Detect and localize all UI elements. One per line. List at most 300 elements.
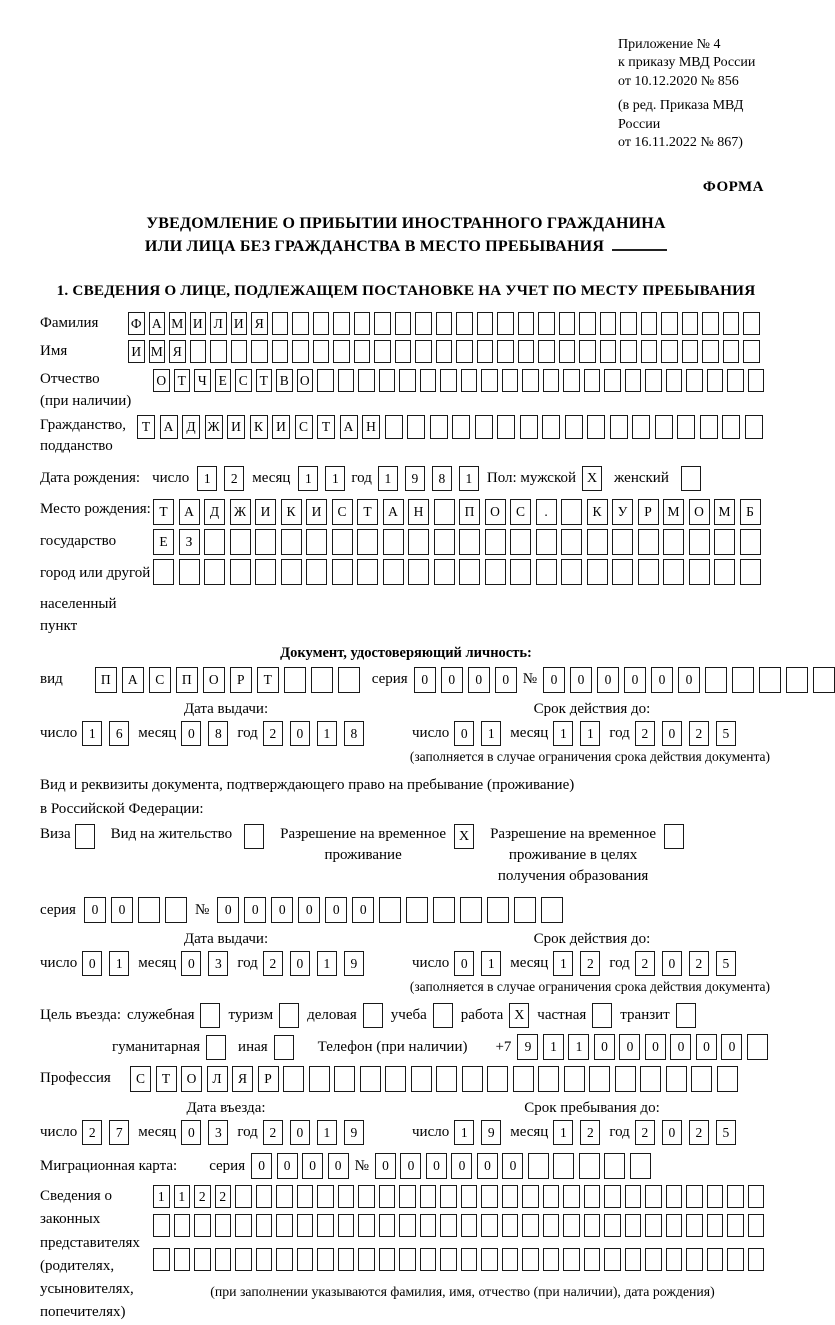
char-cell[interactable] (641, 312, 658, 335)
char-cell[interactable] (317, 369, 334, 392)
char-cell[interactable] (408, 529, 429, 555)
char-cell[interactable] (632, 415, 650, 439)
char-cell[interactable]: 5 (716, 1120, 736, 1145)
char-cell[interactable] (204, 529, 225, 555)
char-cell[interactable]: Д (204, 499, 225, 525)
char-cell[interactable] (587, 529, 608, 555)
char-cell[interactable]: М (714, 499, 735, 525)
char-cell[interactable] (518, 312, 535, 335)
char-cell[interactable]: Р (230, 667, 252, 693)
char-cell[interactable] (579, 312, 596, 335)
char-cell[interactable] (604, 1185, 621, 1208)
char-cell[interactable] (561, 559, 582, 585)
char-cell[interactable] (284, 667, 306, 693)
char-cell[interactable] (707, 369, 724, 392)
char-cell[interactable] (561, 499, 582, 525)
char-cell[interactable]: Я (251, 312, 268, 335)
char-cell[interactable] (399, 1248, 416, 1271)
char-cell[interactable] (743, 340, 760, 363)
char-cell[interactable]: 0 (400, 1153, 421, 1179)
char-cell[interactable]: М (149, 340, 166, 363)
char-cell[interactable] (604, 1153, 625, 1179)
char-cell[interactable] (536, 529, 557, 555)
char-cell[interactable] (281, 529, 302, 555)
char-cell[interactable] (420, 1185, 437, 1208)
char-cell[interactable]: 2 (635, 721, 655, 746)
char-cell[interactable] (564, 1066, 585, 1092)
char-cell[interactable]: 0 (624, 667, 646, 693)
char-cell[interactable] (357, 559, 378, 585)
char-cell[interactable]: 8 (344, 721, 364, 746)
char-cell[interactable]: О (297, 369, 314, 392)
char-cell[interactable] (165, 897, 187, 923)
char-cell[interactable] (748, 1185, 765, 1208)
char-cell[interactable] (436, 340, 453, 363)
char-cell[interactable] (727, 1185, 744, 1208)
char-cell[interactable] (306, 529, 327, 555)
char-cell[interactable] (440, 1214, 457, 1237)
char-cell[interactable] (215, 1248, 232, 1271)
char-cell[interactable]: 2 (82, 1120, 102, 1145)
char-cell[interactable] (235, 1185, 252, 1208)
char-cell[interactable] (536, 559, 557, 585)
char-cell[interactable] (440, 1185, 457, 1208)
char-cell[interactable] (231, 340, 248, 363)
char-cell[interactable] (481, 369, 498, 392)
char-cell[interactable]: 2 (635, 951, 655, 976)
char-cell[interactable] (543, 1185, 560, 1208)
char-cell[interactable] (691, 1066, 712, 1092)
char-cell[interactable]: А (179, 499, 200, 525)
char-cell[interactable] (638, 559, 659, 585)
char-cell[interactable]: 0 (645, 1034, 666, 1060)
char-cell[interactable]: С (149, 667, 171, 693)
char-cell[interactable] (297, 1185, 314, 1208)
char-cell[interactable] (686, 369, 703, 392)
char-cell[interactable]: 0 (84, 897, 106, 923)
char-cell[interactable]: 1 (82, 721, 102, 746)
char-cell[interactable]: 0 (290, 951, 310, 976)
char-cell[interactable] (707, 1185, 724, 1208)
char-cell[interactable] (411, 1066, 432, 1092)
char-cell[interactable] (620, 340, 637, 363)
char-cell[interactable] (666, 1066, 687, 1092)
char-cell[interactable]: О (485, 499, 506, 525)
char-cell[interactable] (210, 340, 227, 363)
char-cell[interactable] (255, 529, 276, 555)
char-cell[interactable] (317, 1214, 334, 1237)
char-cell[interactable] (502, 369, 519, 392)
char-cell[interactable] (358, 1185, 375, 1208)
char-cell[interactable] (538, 1066, 559, 1092)
char-cell[interactable] (407, 415, 425, 439)
char-cell[interactable] (702, 312, 719, 335)
char-cell[interactable] (481, 1185, 498, 1208)
char-cell[interactable]: А (122, 667, 144, 693)
char-cell[interactable] (589, 1066, 610, 1092)
char-cell[interactable] (522, 1248, 539, 1271)
char-cell[interactable] (717, 1066, 738, 1092)
char-cell[interactable]: 1 (553, 1120, 573, 1145)
char-cell[interactable]: 1 (317, 721, 337, 746)
char-cell[interactable] (625, 1185, 642, 1208)
char-cell[interactable]: Т (256, 369, 273, 392)
char-cell[interactable]: 2 (215, 1185, 232, 1208)
char-cell[interactable]: 2 (689, 1120, 709, 1145)
char-cell[interactable] (461, 1214, 478, 1237)
char-cell[interactable]: 1 (580, 721, 600, 746)
char-cell[interactable] (338, 667, 360, 693)
char-cell[interactable]: Я (169, 340, 186, 363)
char-cell[interactable] (174, 1214, 191, 1237)
char-cell[interactable] (406, 897, 428, 923)
char-cell[interactable] (579, 340, 596, 363)
char-cell[interactable]: 1 (378, 466, 398, 491)
char-cell[interactable] (297, 1248, 314, 1271)
char-cell[interactable] (358, 1214, 375, 1237)
char-cell[interactable]: Т (174, 369, 191, 392)
char-cell[interactable] (385, 1066, 406, 1092)
char-cell[interactable] (514, 897, 536, 923)
char-cell[interactable] (379, 1248, 396, 1271)
char-cell[interactable] (610, 415, 628, 439)
char-cell[interactable] (625, 369, 642, 392)
char-cell[interactable]: К (250, 415, 268, 439)
char-cell[interactable] (686, 1214, 703, 1237)
char-cell[interactable]: 0 (325, 897, 347, 923)
char-cell[interactable] (522, 369, 539, 392)
char-cell[interactable] (434, 559, 455, 585)
char-cell[interactable] (707, 1214, 724, 1237)
char-cell[interactable] (276, 1248, 293, 1271)
char-cell[interactable] (587, 415, 605, 439)
char-cell[interactable] (333, 312, 350, 335)
char-cell[interactable]: Ф (128, 312, 145, 335)
char-cell[interactable] (459, 559, 480, 585)
char-cell[interactable]: Т (156, 1066, 177, 1092)
char-cell[interactable] (420, 1214, 437, 1237)
char-cell[interactable] (332, 559, 353, 585)
char-cell[interactable] (732, 667, 754, 693)
char-cell[interactable]: 0 (426, 1153, 447, 1179)
char-cell[interactable] (510, 529, 531, 555)
char-cell[interactable]: А (340, 415, 358, 439)
char-cell[interactable] (759, 667, 781, 693)
char-cell[interactable]: П (176, 667, 198, 693)
char-cell[interactable] (663, 559, 684, 585)
char-cell[interactable] (682, 340, 699, 363)
char-cell[interactable] (420, 1248, 437, 1271)
char-cell[interactable]: 0 (502, 1153, 523, 1179)
purpose-tranzit-checkbox[interactable] (676, 1003, 696, 1028)
char-cell[interactable]: 0 (251, 1153, 272, 1179)
char-cell[interactable]: 2 (580, 951, 600, 976)
char-cell[interactable] (604, 1214, 621, 1237)
char-cell[interactable]: 0 (111, 897, 133, 923)
char-cell[interactable] (502, 1248, 519, 1271)
sex-female-checkbox[interactable] (681, 466, 701, 491)
char-cell[interactable]: 1 (568, 1034, 589, 1060)
char-cell[interactable] (360, 1066, 381, 1092)
char-cell[interactable]: Н (362, 415, 380, 439)
char-cell[interactable] (645, 1214, 662, 1237)
char-cell[interactable]: 0 (619, 1034, 640, 1060)
char-cell[interactable] (190, 340, 207, 363)
purpose-ucheba-checkbox[interactable] (433, 1003, 453, 1028)
char-cell[interactable]: Р (258, 1066, 279, 1092)
char-cell[interactable]: 0 (217, 897, 239, 923)
temp-residence-education-checkbox[interactable] (664, 824, 684, 849)
char-cell[interactable] (520, 415, 538, 439)
char-cell[interactable] (456, 340, 473, 363)
char-cell[interactable] (283, 1066, 304, 1092)
char-cell[interactable]: 2 (635, 1120, 655, 1145)
char-cell[interactable] (543, 1214, 560, 1237)
char-cell[interactable] (630, 1153, 651, 1179)
char-cell[interactable] (408, 559, 429, 585)
char-cell[interactable] (743, 312, 760, 335)
char-cell[interactable]: Ж (230, 499, 251, 525)
char-cell[interactable] (686, 1248, 703, 1271)
char-cell[interactable] (338, 1185, 355, 1208)
char-cell[interactable] (272, 340, 289, 363)
char-cell[interactable] (714, 559, 735, 585)
char-cell[interactable] (334, 1066, 355, 1092)
char-cell[interactable]: С (295, 415, 313, 439)
char-cell[interactable]: М (169, 312, 186, 335)
char-cell[interactable] (313, 312, 330, 335)
char-cell[interactable] (235, 1214, 252, 1237)
char-cell[interactable] (153, 1248, 170, 1271)
char-cell[interactable] (153, 559, 174, 585)
char-cell[interactable] (587, 559, 608, 585)
char-cell[interactable] (727, 369, 744, 392)
char-cell[interactable] (677, 415, 695, 439)
char-cell[interactable]: 0 (414, 667, 436, 693)
char-cell[interactable]: О (153, 369, 170, 392)
char-cell[interactable] (332, 529, 353, 555)
char-cell[interactable] (383, 529, 404, 555)
char-cell[interactable] (383, 559, 404, 585)
char-cell[interactable]: Т (137, 415, 155, 439)
char-cell[interactable] (194, 1248, 211, 1271)
char-cell[interactable]: 7 (109, 1120, 129, 1145)
char-cell[interactable]: Ж (205, 415, 223, 439)
char-cell[interactable] (415, 340, 432, 363)
char-cell[interactable]: Т (317, 415, 335, 439)
char-cell[interactable] (707, 1248, 724, 1271)
char-cell[interactable]: 1 (317, 1120, 337, 1145)
char-cell[interactable] (179, 559, 200, 585)
char-cell[interactable] (251, 340, 268, 363)
char-cell[interactable] (379, 369, 396, 392)
char-cell[interactable]: 0 (244, 897, 266, 923)
char-cell[interactable] (194, 1214, 211, 1237)
char-cell[interactable] (399, 1185, 416, 1208)
char-cell[interactable]: Т (153, 499, 174, 525)
char-cell[interactable] (481, 1214, 498, 1237)
char-cell[interactable] (230, 529, 251, 555)
char-cell[interactable]: 9 (481, 1120, 501, 1145)
char-cell[interactable] (689, 559, 710, 585)
char-cell[interactable] (584, 369, 601, 392)
residence-permit-checkbox[interactable] (244, 824, 264, 849)
char-cell[interactable] (477, 340, 494, 363)
char-cell[interactable] (563, 369, 580, 392)
char-cell[interactable] (317, 1248, 334, 1271)
char-cell[interactable]: Д (182, 415, 200, 439)
char-cell[interactable] (502, 1214, 519, 1237)
char-cell[interactable]: 0 (468, 667, 490, 693)
char-cell[interactable] (379, 897, 401, 923)
char-cell[interactable] (436, 1066, 457, 1092)
char-cell[interactable]: 1 (197, 466, 217, 491)
char-cell[interactable] (487, 1066, 508, 1092)
char-cell[interactable] (522, 1185, 539, 1208)
char-cell[interactable]: 6 (109, 721, 129, 746)
char-cell[interactable]: Ч (194, 369, 211, 392)
char-cell[interactable] (497, 340, 514, 363)
char-cell[interactable]: З (179, 529, 200, 555)
char-cell[interactable] (748, 1248, 765, 1271)
char-cell[interactable]: 0 (651, 667, 673, 693)
char-cell[interactable] (666, 1248, 683, 1271)
char-cell[interactable]: 8 (432, 466, 452, 491)
char-cell[interactable] (497, 415, 515, 439)
char-cell[interactable]: 2 (580, 1120, 600, 1145)
char-cell[interactable]: 0 (302, 1153, 323, 1179)
char-cell[interactable] (462, 1066, 483, 1092)
char-cell[interactable]: 0 (678, 667, 700, 693)
char-cell[interactable]: 1 (298, 466, 318, 491)
char-cell[interactable] (204, 559, 225, 585)
char-cell[interactable]: И (255, 499, 276, 525)
char-cell[interactable] (358, 369, 375, 392)
char-cell[interactable]: 1 (543, 1034, 564, 1060)
purpose-turizm-checkbox[interactable] (279, 1003, 299, 1028)
char-cell[interactable] (542, 415, 560, 439)
char-cell[interactable] (740, 559, 761, 585)
char-cell[interactable] (640, 1066, 661, 1092)
char-cell[interactable] (276, 1214, 293, 1237)
char-cell[interactable]: 0 (352, 897, 374, 923)
char-cell[interactable]: У (612, 499, 633, 525)
char-cell[interactable] (235, 1248, 252, 1271)
char-cell[interactable] (434, 529, 455, 555)
char-cell[interactable] (612, 559, 633, 585)
char-cell[interactable] (702, 340, 719, 363)
char-cell[interactable] (579, 1153, 600, 1179)
char-cell[interactable] (645, 369, 662, 392)
char-cell[interactable]: 9 (405, 466, 425, 491)
char-cell[interactable] (553, 1153, 574, 1179)
purpose-inaya-checkbox[interactable] (274, 1035, 294, 1060)
char-cell[interactable]: П (95, 667, 117, 693)
char-cell[interactable]: С (510, 499, 531, 525)
char-cell[interactable] (436, 312, 453, 335)
char-cell[interactable]: 2 (194, 1185, 211, 1208)
char-cell[interactable]: И (190, 312, 207, 335)
char-cell[interactable]: И (227, 415, 245, 439)
char-cell[interactable]: Н (408, 499, 429, 525)
char-cell[interactable]: 0 (662, 951, 682, 976)
char-cell[interactable] (415, 312, 432, 335)
char-cell[interactable] (317, 1185, 334, 1208)
char-cell[interactable]: 5 (716, 721, 736, 746)
char-cell[interactable] (563, 1214, 580, 1237)
char-cell[interactable]: 2 (224, 466, 244, 491)
char-cell[interactable]: 1 (325, 466, 345, 491)
char-cell[interactable]: К (587, 499, 608, 525)
char-cell[interactable] (485, 529, 506, 555)
char-cell[interactable] (379, 1214, 396, 1237)
char-cell[interactable] (481, 1248, 498, 1271)
char-cell[interactable] (461, 1248, 478, 1271)
char-cell[interactable] (740, 529, 761, 555)
char-cell[interactable]: 3 (208, 951, 228, 976)
char-cell[interactable]: 2 (263, 721, 283, 746)
char-cell[interactable]: 0 (477, 1153, 498, 1179)
char-cell[interactable]: 0 (441, 667, 463, 693)
char-cell[interactable]: 2 (689, 721, 709, 746)
char-cell[interactable]: 0 (721, 1034, 742, 1060)
char-cell[interactable]: Л (207, 1066, 228, 1092)
char-cell[interactable] (538, 340, 555, 363)
char-cell[interactable] (727, 1248, 744, 1271)
char-cell[interactable]: 0 (662, 1120, 682, 1145)
char-cell[interactable]: 0 (181, 1120, 201, 1145)
char-cell[interactable] (456, 312, 473, 335)
char-cell[interactable] (723, 340, 740, 363)
char-cell[interactable] (786, 667, 808, 693)
char-cell[interactable]: 0 (454, 951, 474, 976)
char-cell[interactable]: 9 (344, 1120, 364, 1145)
char-cell[interactable] (497, 312, 514, 335)
char-cell[interactable] (584, 1185, 601, 1208)
char-cell[interactable]: Б (740, 499, 761, 525)
char-cell[interactable]: 0 (290, 721, 310, 746)
char-cell[interactable] (420, 369, 437, 392)
char-cell[interactable] (541, 897, 563, 923)
char-cell[interactable] (600, 312, 617, 335)
char-cell[interactable] (255, 559, 276, 585)
char-cell[interactable] (477, 312, 494, 335)
char-cell[interactable] (625, 1248, 642, 1271)
char-cell[interactable] (584, 1248, 601, 1271)
char-cell[interactable] (513, 1066, 534, 1092)
char-cell[interactable]: И (306, 499, 327, 525)
char-cell[interactable] (461, 369, 478, 392)
char-cell[interactable] (748, 369, 765, 392)
char-cell[interactable] (153, 1214, 170, 1237)
char-cell[interactable]: 0 (495, 667, 517, 693)
temp-residence-checkbox[interactable]: X (454, 824, 474, 849)
char-cell[interactable] (358, 1248, 375, 1271)
char-cell[interactable] (338, 369, 355, 392)
char-cell[interactable]: 0 (181, 721, 201, 746)
char-cell[interactable] (600, 340, 617, 363)
char-cell[interactable] (338, 1248, 355, 1271)
char-cell[interactable] (700, 415, 718, 439)
char-cell[interactable] (292, 312, 309, 335)
char-cell[interactable] (563, 1248, 580, 1271)
char-cell[interactable]: П (459, 499, 480, 525)
char-cell[interactable] (518, 340, 535, 363)
char-cell[interactable] (487, 897, 509, 923)
char-cell[interactable] (510, 559, 531, 585)
char-cell[interactable] (686, 1185, 703, 1208)
char-cell[interactable] (440, 369, 457, 392)
